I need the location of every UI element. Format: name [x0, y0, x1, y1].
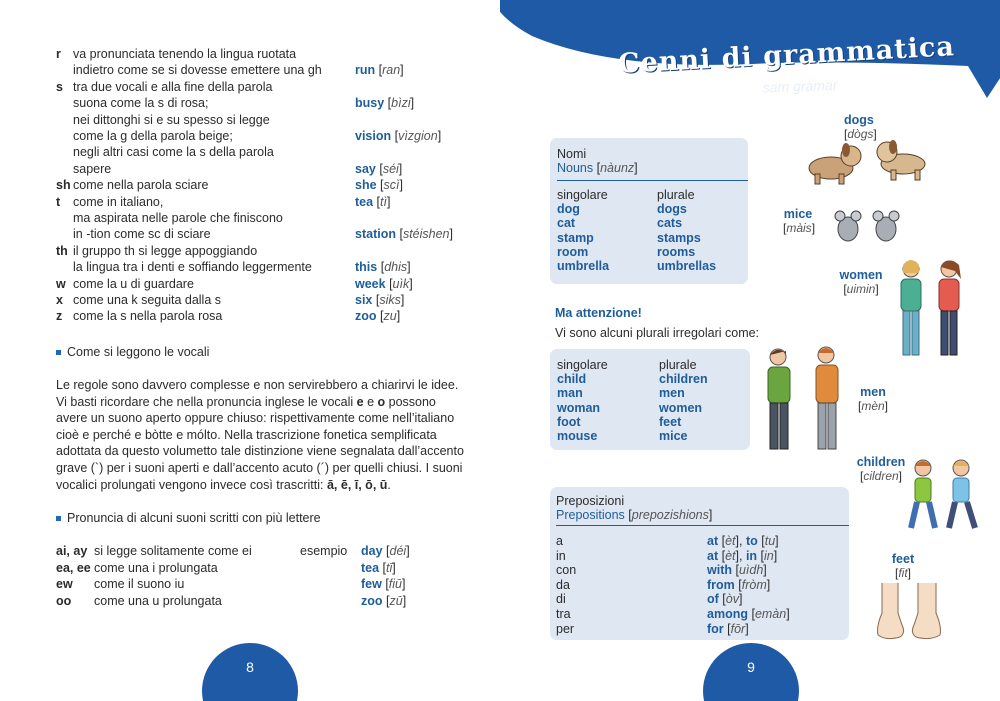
- label-mice: mice [màis]: [783, 207, 816, 235]
- example-word: station [stéishen]: [355, 227, 453, 242]
- prep-pron: èt: [725, 548, 736, 563]
- text: possono: [385, 394, 436, 409]
- bold-text: e: [356, 394, 364, 409]
- nouns-title-it: Nomi: [557, 147, 587, 161]
- example-word-text: tea: [355, 194, 374, 209]
- example-word-text: she: [355, 178, 377, 193]
- rule-text: nei dittonghi si e su spesso si legge: [73, 112, 270, 127]
- plural-noun: stamps: [657, 230, 701, 245]
- singular-noun: cat: [557, 216, 576, 231]
- example-pron: stéishen: [402, 227, 450, 242]
- prep-english: from [fròm]: [707, 577, 771, 592]
- example-pron: zū: [389, 593, 403, 608]
- bold-text: o: [377, 394, 386, 409]
- example-word-text: zoo: [355, 309, 377, 324]
- page-title: Cenni di grammatica: [617, 31, 956, 80]
- prep-italian: per: [556, 621, 575, 636]
- col-plural: plurale: [659, 358, 697, 372]
- feet-illustration: [872, 583, 948, 643]
- letters-cell: ew: [56, 577, 73, 591]
- example-pron: ran: [382, 63, 401, 78]
- text: vocalici prolungati vengono invece così trascritti:: [56, 477, 327, 492]
- prep-english: among [emàn]: [707, 607, 790, 621]
- women-illustration: [893, 255, 973, 361]
- singular-noun: child: [557, 372, 587, 386]
- rule-text: va pronunciata tenendo la lingua ruotata: [73, 47, 297, 61]
- singular-noun: mouse: [557, 429, 598, 444]
- paragraph-line: [56, 477, 391, 493]
- plural-noun: mice: [659, 429, 688, 444]
- text: Le regole sono davvero complesse e non servirebbero a chiarirvi le idee.: [56, 378, 459, 392]
- label-children: children [cildren]: [856, 455, 906, 483]
- singular-noun: woman: [557, 400, 601, 415]
- example-word-text: six: [355, 293, 373, 307]
- example-word: vision [vìzgion]: [355, 129, 442, 143]
- text: cioè e perché e bòtte e mólto. Nella trascrizione fonetica semplificata: [56, 427, 437, 442]
- example-pron: dhis: [384, 260, 408, 275]
- example-word-text: few: [361, 577, 382, 591]
- paragraph-line: [56, 377, 458, 393]
- prep-pron: fròm: [741, 577, 767, 592]
- plural-noun: dogs: [657, 202, 687, 216]
- prep-word: among: [707, 607, 748, 621]
- letter-cell: r: [56, 47, 61, 61]
- plural-noun: rooms: [657, 244, 696, 259]
- example-word-text: day: [361, 544, 383, 558]
- example-word-text: busy: [355, 96, 385, 111]
- example-word-text: station: [355, 227, 396, 242]
- example-pron: uìk: [392, 276, 410, 291]
- prep-word: with: [707, 563, 732, 578]
- rule-text: suona come la s di rosa;: [73, 96, 209, 111]
- attention-text: Vi sono alcuni plurali irregolari come:: [555, 326, 760, 340]
- rule-text: la lingua tra i denti e soffiando leggermente: [73, 260, 312, 275]
- paragraph-line: [56, 443, 464, 459]
- plural-noun: women: [659, 400, 703, 415]
- rule-text: come in italiano,: [73, 194, 164, 209]
- bullet-icon: [56, 516, 61, 521]
- example-word: few [fiū]: [361, 577, 406, 591]
- example-word: zoo [zū]: [361, 593, 407, 608]
- paragraph-line: [56, 427, 437, 443]
- example-word: week [uìk]: [355, 276, 413, 291]
- rule-text: come una i prolungata: [94, 560, 218, 575]
- page-subtitle: Some grammar [sam gràmar]: [652, 76, 842, 100]
- letters-cell: oo: [56, 593, 72, 608]
- rule-text: come una k seguita dalla s: [73, 293, 222, 307]
- prep-english: at [èt], in [in]: [707, 548, 778, 563]
- vowels-heading: Come si leggono le vocali: [56, 344, 209, 360]
- prep-word: to: [745, 534, 758, 548]
- example-pron: zu: [383, 309, 397, 324]
- example-word: tea [tì]: [355, 194, 391, 209]
- example-word: zoo [zu]: [355, 309, 401, 324]
- prep-italian: in: [556, 548, 566, 563]
- singular-noun: stamp: [557, 230, 594, 245]
- example-pron: tì: [380, 194, 387, 209]
- irregular-plurals-box: [550, 349, 750, 450]
- col-singular: singolare: [557, 188, 608, 202]
- example-word-text: tea: [361, 560, 380, 575]
- prep-english: for [fōr]: [707, 621, 749, 636]
- singular-noun: umbrella: [557, 259, 610, 274]
- rule-text: il gruppo th si legge appoggiando: [73, 243, 258, 258]
- divider: [556, 525, 849, 526]
- text: .: [387, 477, 391, 492]
- example-pron: déi: [389, 544, 407, 558]
- example-word-text: zoo: [361, 593, 383, 608]
- rule-text: in -tion come sc di sciare: [73, 227, 211, 242]
- example-pron: siks: [379, 293, 401, 307]
- prep-pron: in: [764, 548, 774, 563]
- example-word: she [scì]: [355, 178, 403, 193]
- prep-word: in: [745, 548, 758, 563]
- label-feet: feet [fit]: [891, 552, 915, 580]
- rule-text: ma aspirata nelle parole che finiscono: [73, 211, 283, 225]
- text: e: [363, 394, 378, 409]
- col-plural: plurale: [657, 188, 695, 202]
- prep-word: at: [707, 548, 719, 563]
- letter-cell: x: [56, 293, 63, 307]
- singular-noun: room: [557, 244, 589, 259]
- prep-pron: èt: [725, 534, 736, 548]
- prep-italian: da: [556, 577, 570, 592]
- prep-word: from: [707, 577, 735, 592]
- rule-text: sapere: [73, 161, 112, 176]
- page-number-right: 9: [703, 643, 799, 701]
- example-label: esempio: [300, 544, 348, 558]
- text: adottata da questo volumetto tale distinzione viene segnalata dall’accento: [56, 444, 464, 459]
- example-pron: bìzi: [391, 96, 411, 111]
- text: avere un suono aperto oppure chiuso: rispettivamente come nell’italiano: [56, 411, 455, 426]
- singular-noun: man: [557, 386, 583, 401]
- example-pron: tī: [386, 560, 393, 575]
- page-number-left: 8: [202, 643, 298, 701]
- letter-cell: th: [56, 243, 68, 258]
- example-pron: scì: [383, 178, 400, 193]
- example-word: busy [bìzi]: [355, 96, 415, 111]
- bullet-icon: [56, 350, 61, 355]
- prep-pron: uìdh: [738, 563, 764, 578]
- rule-text: come una u prolungata: [94, 593, 222, 608]
- multi-heading: Pronuncia di alcuni suoni scritti con più lettere: [56, 510, 321, 526]
- prep-english: at [èt], to [tu]: [707, 534, 779, 548]
- letter-cell: sh: [56, 178, 71, 193]
- prepositions-box: [550, 487, 849, 640]
- singular-noun: dog: [557, 202, 580, 216]
- example-word: tea [tī]: [361, 560, 396, 575]
- plural-noun: men: [659, 386, 685, 401]
- col-singular: singolare: [557, 358, 608, 372]
- prep-italian: a: [556, 534, 563, 548]
- plural-noun: umbrellas: [657, 259, 717, 274]
- example-word-text: week: [355, 276, 386, 291]
- label-dogs: dogs [dògs]: [844, 113, 877, 141]
- prep-title-it: Preposizioni: [556, 494, 625, 508]
- rule-text: come nella parola sciare: [73, 178, 209, 193]
- example-word-text: this: [355, 260, 378, 275]
- example-word: say [séi]: [355, 161, 403, 176]
- letter-cell: s: [56, 79, 63, 94]
- rule-text: negli altri casi come la s della parola: [73, 145, 274, 160]
- dogs-illustration: [803, 138, 935, 188]
- prep-italian: di: [556, 592, 566, 607]
- paragraph-line: [56, 394, 436, 410]
- rule-text: come la u di guardare: [73, 276, 194, 291]
- prep-english: of [òv]: [707, 592, 743, 607]
- rule-text: indietro come se si dovesse emettere una gh: [73, 63, 322, 78]
- letter-cell: w: [56, 276, 66, 291]
- rule-text: come la s nella parola rosa: [73, 309, 223, 324]
- example-pron: vìzgion: [398, 129, 438, 143]
- divider: [557, 180, 748, 181]
- prep-pron: òv: [725, 592, 739, 607]
- nouns-box: [550, 138, 748, 284]
- right-page: [500, 0, 1000, 701]
- label-women: women [uimin]: [839, 268, 883, 296]
- nouns-title-en: Nouns [nàunz]: [557, 161, 638, 175]
- letter-cell: t: [56, 194, 61, 209]
- example-pron: séi: [382, 161, 399, 176]
- bold-text: ā, ē, ī, ō, ū: [326, 477, 388, 492]
- prep-pron: fōr: [730, 621, 746, 636]
- prep-italian: tra: [556, 607, 571, 621]
- example-word: six [siks]: [355, 293, 405, 307]
- prep-pron: emàn: [754, 607, 787, 621]
- prep-word: of: [707, 592, 719, 607]
- rule-text: come il suono iu: [94, 577, 185, 591]
- plural-noun: feet: [659, 414, 682, 429]
- prep-english: with [uìdh]: [707, 563, 767, 578]
- attention-heading: Ma attenzione!: [555, 306, 642, 320]
- singular-noun: foot: [557, 414, 581, 429]
- example-pron: fiū: [388, 577, 402, 591]
- plural-noun: cats: [657, 216, 683, 231]
- letter-cell: z: [56, 309, 63, 324]
- example-word: day [déi]: [361, 544, 410, 558]
- men-illustration: [760, 345, 856, 453]
- letters-cell: ai, ay: [56, 544, 88, 558]
- prep-word: at: [707, 534, 719, 548]
- rule-text: come la g della parola beige;: [73, 129, 233, 143]
- mice-illustration: [830, 205, 910, 245]
- example-word-text: vision: [355, 129, 392, 143]
- children-illustration: [905, 456, 985, 534]
- paragraph-line: [56, 410, 454, 426]
- label-men: men [mèn]: [857, 385, 889, 413]
- plural-noun: children: [659, 372, 708, 386]
- example-word-text: run: [355, 63, 376, 78]
- prep-pron: tu: [764, 534, 776, 548]
- rule-text: tra due vocali e alla fine della parola: [73, 79, 273, 94]
- prep-word: for: [707, 621, 724, 636]
- example-word-text: say: [355, 161, 376, 176]
- prep-italian: con: [556, 563, 577, 578]
- letters-cell: ea, ee: [56, 560, 91, 575]
- text: grave (`) per i suoni aperti e dall’accento acuto (´) per quelli chiusi. I suoni: [56, 461, 463, 475]
- example-word: this [dhis]: [355, 260, 411, 275]
- text: Vi basti ricordare che nella pronuncia inglese le vocali: [56, 394, 357, 409]
- paragraph-line: [56, 460, 462, 476]
- example-word: run [ran]: [355, 63, 404, 78]
- prep-title-en: Prepositions [prepozishions]: [556, 508, 713, 522]
- rule-text: si legge solitamente come ei: [94, 544, 252, 558]
